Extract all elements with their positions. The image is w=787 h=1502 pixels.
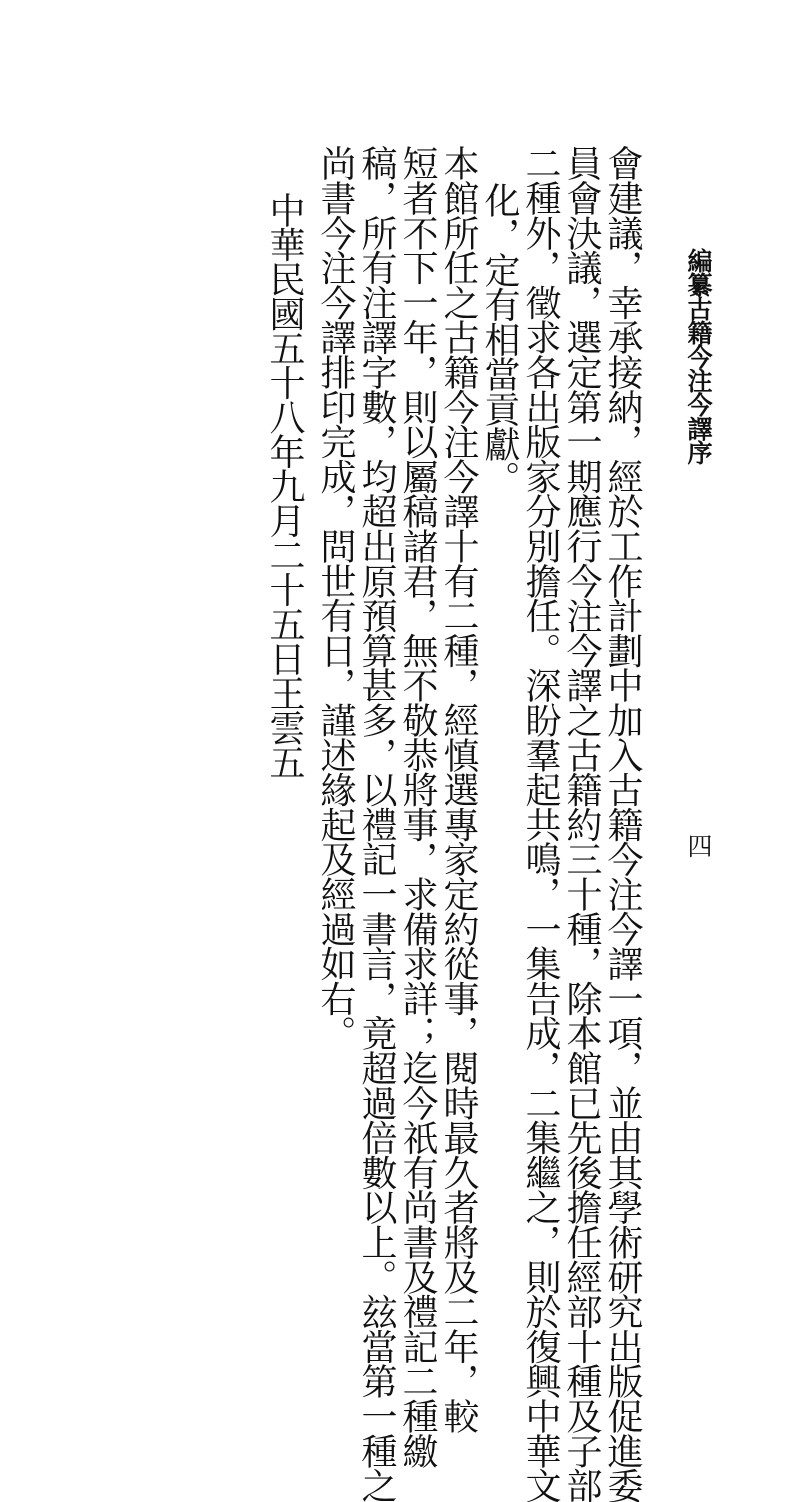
text-column: 二種外，徵求各出版家分別擔任。深盼羣起共鳴，一集告成，二集繼之，則於復興中華文 (520, 145, 561, 1502)
text-column: 尚書今注今譯排印完成，問世有日，謹述緣起及經過如右。 (315, 145, 356, 1050)
paragraph-start-column: 本館所任之古籍今注今譯十有二種，經慎選專家定約從事，閱時最久者將及二年，較 (438, 145, 479, 1433)
page-number: 四 (684, 833, 713, 858)
text-column: 化，定有相當貢獻。 (479, 182, 520, 496)
text-column: 短者不下一年，則以屬稿諸君，無不敬恭將事，求備求詳；迄今祇有尚書及禮記二種繳 (397, 145, 438, 1468)
text-column: 員會決議，選定第一期應行今注今譯之古籍約三十種，除本館已先後擔任經部十種及子部 (561, 145, 602, 1502)
text-column: 稿，所有注譯字數，均超出原預算甚多，以禮記一書言，竟超過倍數以上。玆當第一種之 (356, 145, 397, 1502)
text-column: 會建議，幸承接納，經於工作計劃中加入古籍今注今譯一項，並由其學術研究出版促進委 (602, 145, 643, 1502)
signature-date-line: 中華民國五十八年九月二十五日王雲五 (264, 192, 305, 779)
running-header: 編纂古籍今注今譯序 (684, 248, 713, 464)
